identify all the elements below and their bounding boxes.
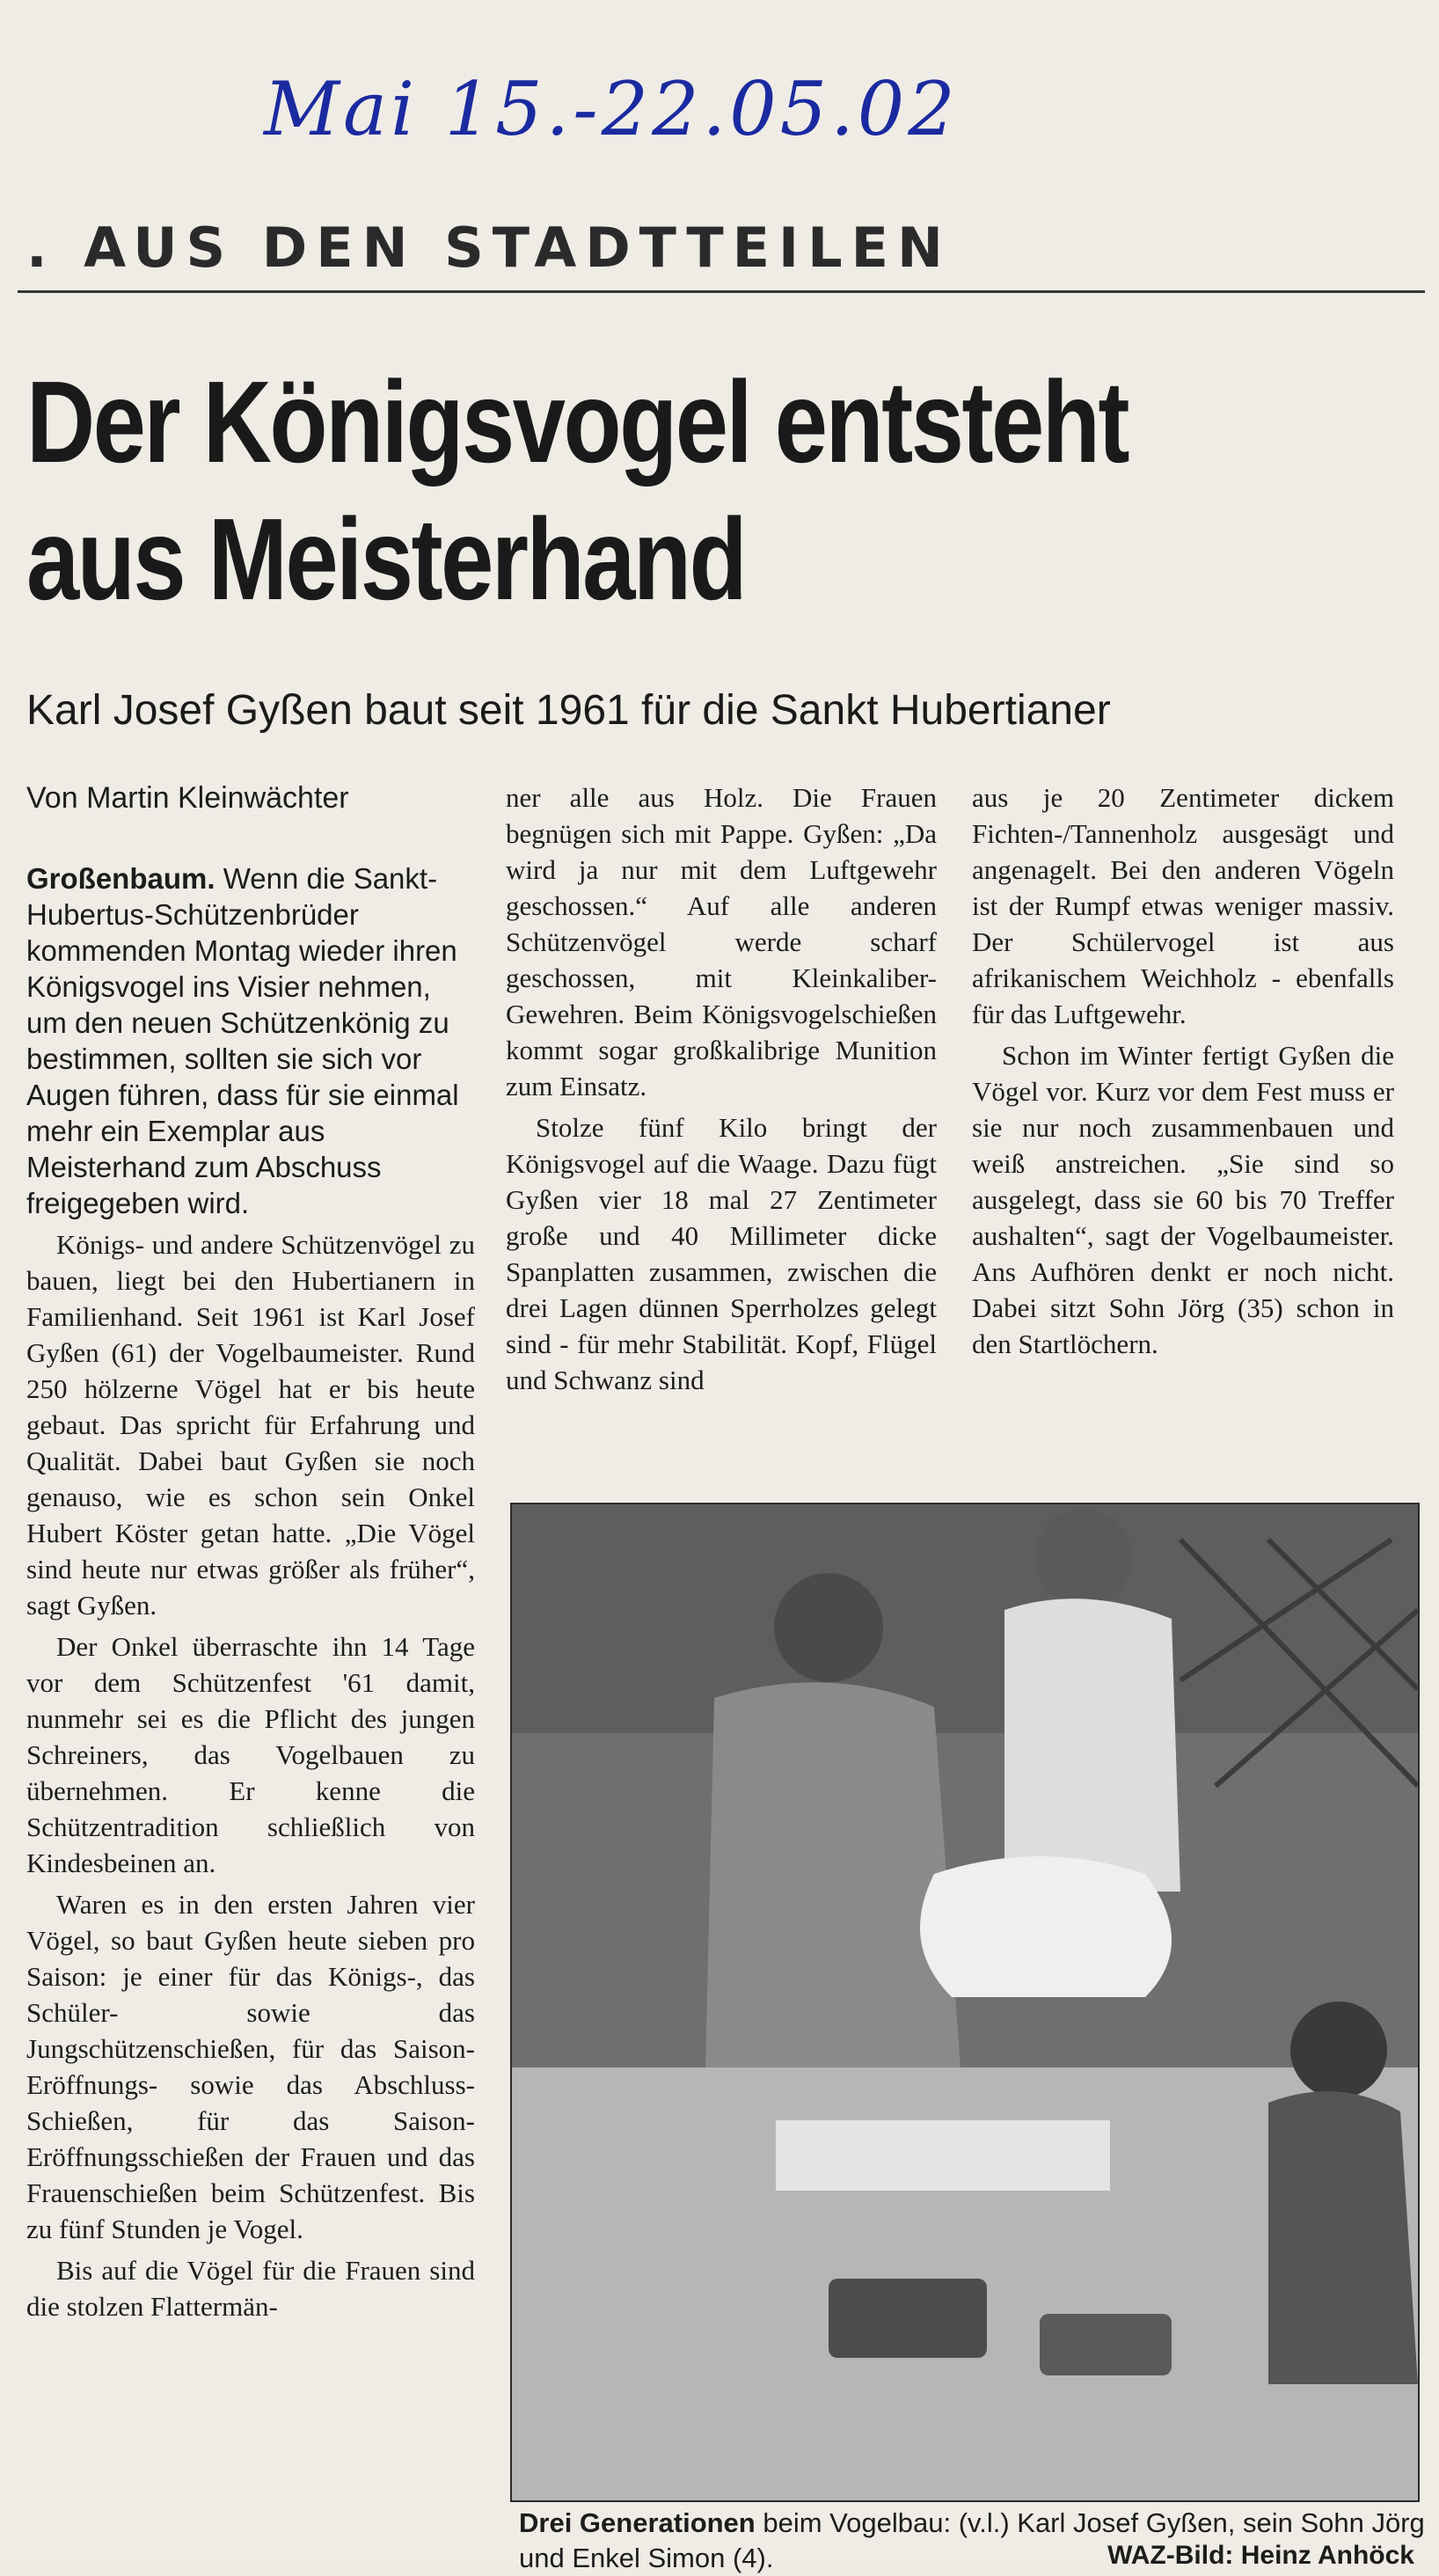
headline-line-1: Der Königsvogel entsteht [26, 357, 1129, 487]
photo-credit: WAZ-Bild: Heinz Anhöck [1107, 2541, 1414, 2570]
paragraph: aus je 20 Zentimeter dickem Fichten-/Tannenholz ausgesägt und angenagelt. Bei den anderen Vögeln ist der Rumpf etwas weniger massiv. Der Schülervogel ist aus afrikanischem Weichholz - ebenfalls für das Luftgewehr. [972, 782, 1394, 1029]
byline: Von Martin Kleinwächter [26, 781, 349, 815]
article-column-1 [26, 860, 475, 2330]
caption-text: beim Vogelbau: (v.l.) Karl Josef Gyßen, sein Sohn Jörg und Enkel Simon (4). [519, 2507, 1425, 2573]
caption-bold: Drei Generationen [519, 2507, 756, 2538]
article-column-3 [972, 779, 1394, 1367]
handwritten-date-note: Mai 15.-22.05.02 [264, 66, 959, 152]
headline [26, 354, 1166, 628]
paragraph: Bis auf die Vögel für die Frauen sind die stolzen Flattermän- [26, 2255, 475, 2322]
paragraph: Waren es in den ersten Jahren vier Vögel, so baut Gyßen heute sieben pro Saison: je einer für das Königs-, das Schüler- sowie das Jungschützenschießen, für das Saison-Eröffnungs- sowie das Abschluss-Schießen, für das Saison-Eröffnungsschießen der Frauen und das Frauenschießen beim Schützenfest. Bis zu fünf Stunden je Vogel. [26, 1889, 475, 2244]
news-photo [510, 1503, 1420, 2502]
photo-illustration [512, 1504, 1418, 2500]
lead-text: Wenn die Sankt-Hubertus-Schützenbrüder kommenden Montag wieder ihren Königsvogel ins Visier nehmen, um den neuen Schützenkönig zu bestimmen, sollten sie sich vor Augen führen, dass für sie einmal mehr ein Exemplar aus Meisterhand zum Abschuss freigegeben wird. [26, 862, 459, 1219]
section-rule [18, 290, 1425, 293]
paragraph: ner alle aus Holz. Die Frauen begnügen sich mit Pappe. Gyßen: „Da wird ja nur mit dem Luftgewehr geschossen.“ Auf alle anderen Schützenvögel werde scharf geschossen, mit Kleinkaliber-Gewehren. Beim Königsvogelschießen kommt sogar großkalibrige Munition zum Einsatz. [506, 782, 937, 1101]
subheadline: Karl Josef Gyßen baut seit 1961 für die Sankt Hubertianer [26, 687, 1111, 734]
article-column-2 [506, 779, 937, 1403]
dateline: Großenbaum. [26, 862, 215, 895]
lead-paragraph [26, 860, 475, 1221]
section-title: . AUS DEN STADTTEILEN [26, 216, 952, 280]
paragraph: Königs- und andere Schützenvögel zu bauen, liegt bei den Hubertianern in Familienhand. Seit 1961 ist Karl Josef Gyßen (61) der Vogelbaumeister. Rund 250 hölzerne Vögel hat er bis heute gebaut. Das spricht für Erfahrung und Qualität. Dabei baut Gyßen sie noch genauso, wie es schon sein Onkel Hubert Köster getan hatte. „Die Vögel sind heute nur etwas größer als früher“, sagt Gyßen. [26, 1229, 475, 1621]
paragraph: Stolze fünf Kilo bringt der Königsvogel auf die Waage. Dazu fügt Gyßen vier 18 mal 27 Zentimeter große und 40 Millimeter dicke Spanplatten zusammen, zwischen die drei Lagen dünnen Sperrholzes gelegt sind - für mehr Stabilität. Kopf, Flügel und Schwanz sind [506, 1112, 937, 1395]
paragraph: Schon im Winter fertigt Gyßen die Vögel vor. Kurz vor dem Fest muss er sie nur noch zusammenbauen und weiß anstreichen. „Sie sind so ausgelegt, dass sie 60 bis 70 Treffer aushalten“, sagt der Vogelbaumeister. Ans Aufhören denkt er noch nicht. Dabei sitzt Sohn Jörg (35) schon in den Startlöchern. [972, 1040, 1394, 1359]
paragraph: Der Onkel überraschte ihn 14 Tage vor dem Schützenfest '61 damit, nunmehr sei es die Pflicht des jungen Schreiners, das Vogelbauen zu übernehmen. Er kenne die Schützentradition schließlich von Kindesbeinen an. [26, 1631, 475, 1878]
headline-line-2: aus Meisterhand [26, 494, 746, 624]
